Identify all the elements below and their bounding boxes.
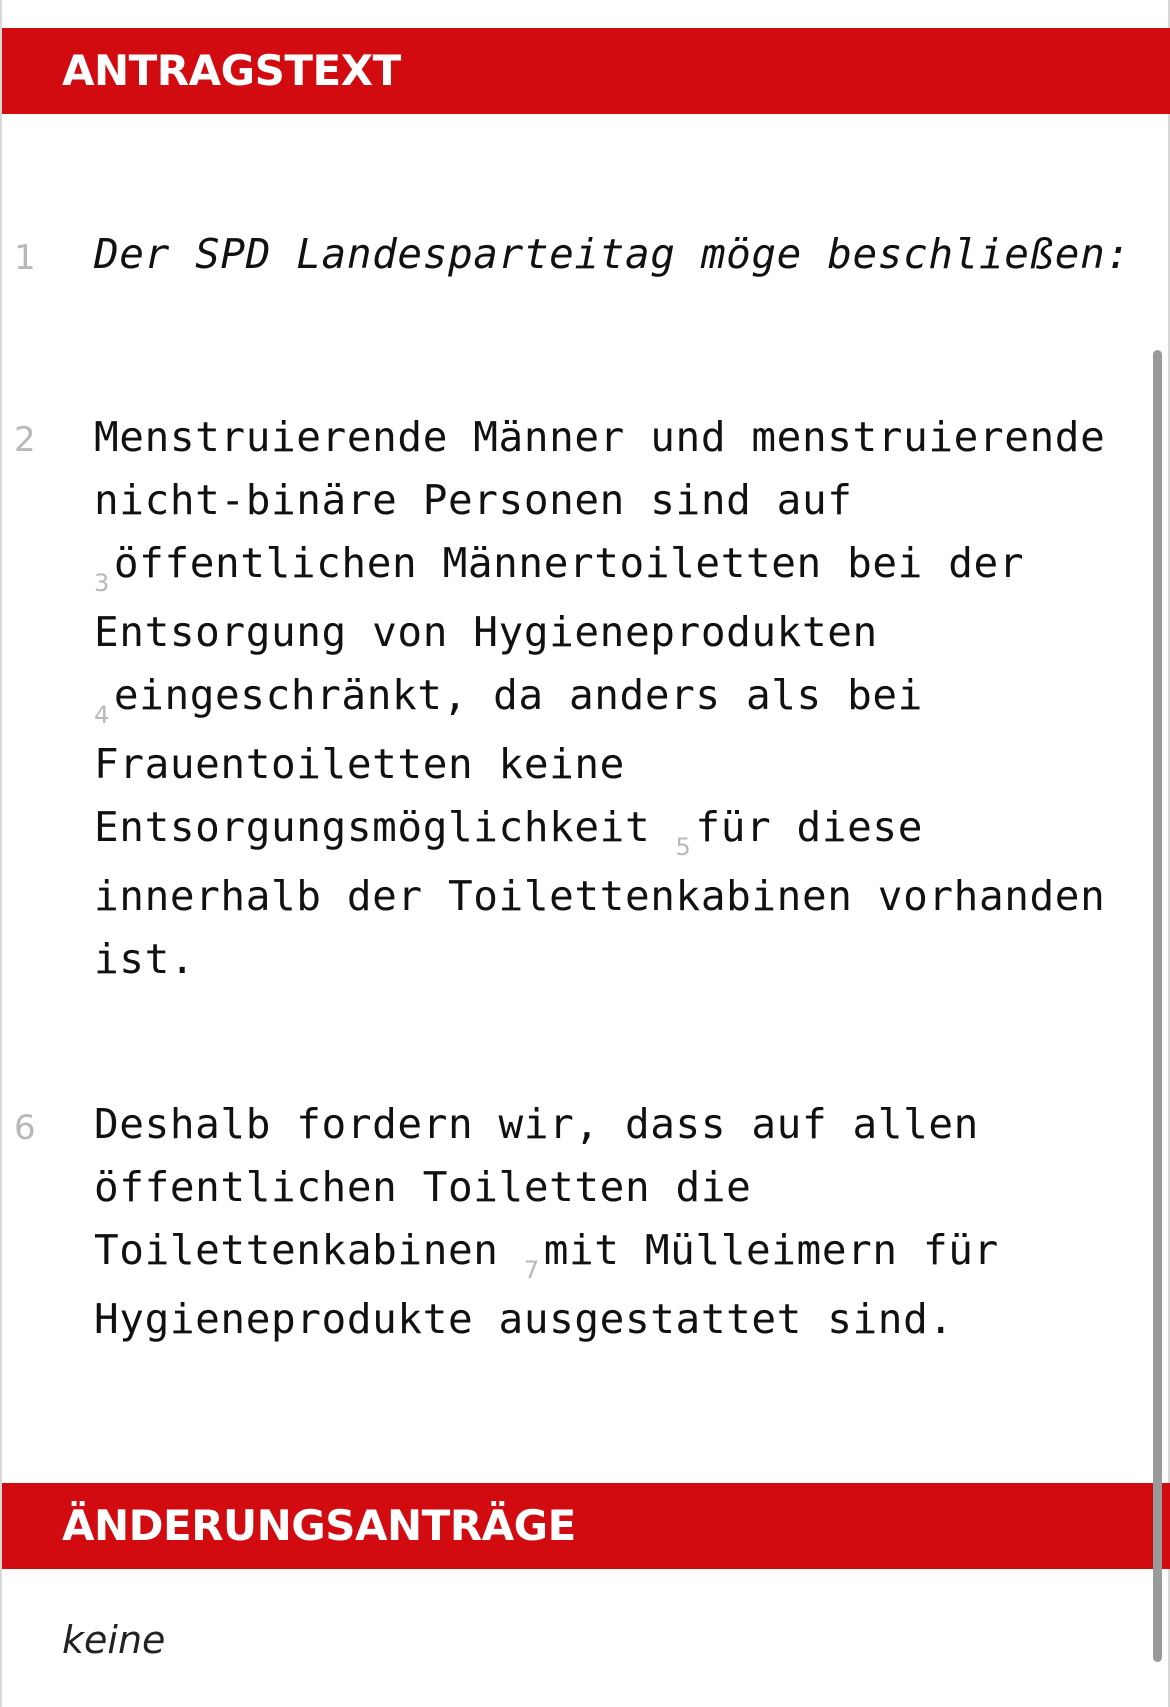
section-header-antragstext: ANTRAGSTEXT: [2, 28, 1170, 114]
line-number: 3: [94, 569, 110, 597]
motion-line: Frauentoiletten keine: [94, 740, 625, 788]
scrollbar[interactable]: [1153, 350, 1162, 1662]
amendments-value: keine: [62, 1618, 166, 1662]
motion-line: Entsorgung von Hygieneprodukten: [94, 608, 878, 656]
line-number: 4: [94, 701, 110, 729]
motion-line: Hygieneprodukte ausgestattet sind.: [94, 1295, 954, 1343]
section-header-aenderungsantraege: ÄNDERUNGSANTRÄGE: [2, 1483, 1170, 1569]
motion-line: Menstruierende Männer und menstruierende: [94, 413, 1106, 461]
motion-line: für diese: [695, 803, 923, 851]
line-number: 6: [14, 1108, 36, 1148]
motion-line: innerhalb der Toilettenkabinen vorhanden: [94, 872, 1106, 920]
line-number: 7: [523, 1256, 540, 1284]
motion-line: öffentlichen Toiletten die: [94, 1163, 752, 1211]
motion-intro: Der SPD Landesparteitag möge beschließen:: [94, 230, 1131, 278]
motion-line: Entsorgungsmöglichkeit: [94, 803, 676, 851]
line-number: 5: [675, 833, 692, 861]
motion-line: Toilettenkabinen: [94, 1226, 524, 1274]
line-number: 2: [14, 420, 36, 460]
motion-line: mit Mülleimern für: [543, 1226, 999, 1274]
motion-line: ist.: [94, 935, 196, 983]
motion-line: öffentlichen Männertoiletten bei der: [113, 539, 1025, 587]
motion-line: eingeschränkt, da anders als bei: [113, 671, 923, 719]
motion-line: nicht-binäre Personen sind auf: [94, 476, 853, 524]
line-number: 1: [14, 238, 36, 278]
motion-line: Deshalb fordern wir, dass auf allen: [94, 1100, 979, 1148]
motion-paragraph: [94, 1093, 1154, 1351]
motion-paragraph: [94, 406, 1154, 991]
